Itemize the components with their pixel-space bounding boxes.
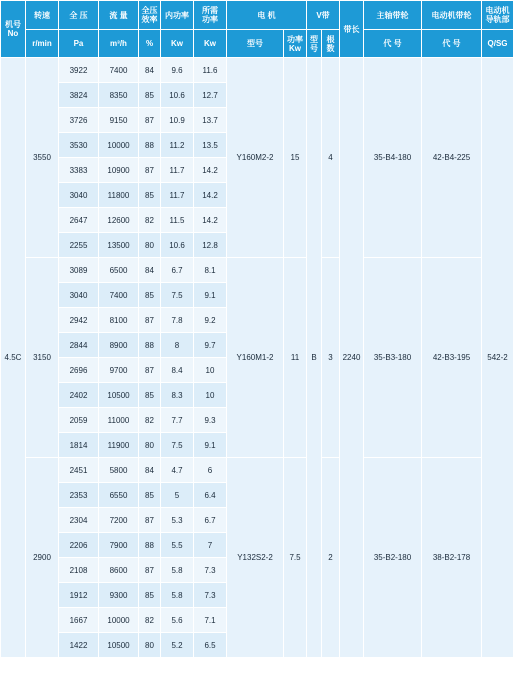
- header-vbelt-count: [322, 30, 340, 58]
- table-row: [1, 58, 513, 83]
- pressure-cell: 1814: [59, 433, 99, 458]
- header-model-no-label: 机号 No: [5, 20, 21, 38]
- header-motor-power-label: 功率 Kw: [287, 34, 303, 53]
- efficiency-cell: 84: [139, 58, 161, 83]
- flow-cell: 8100: [99, 308, 139, 333]
- table-row: [1, 458, 513, 483]
- pressure-cell: 3383: [59, 158, 99, 183]
- flow-cell: 8900: [99, 333, 139, 358]
- main-pulley-cell: 35-B2-180: [364, 458, 422, 658]
- internal-power-cell: 8.4: [161, 358, 194, 383]
- table-body: [1, 58, 513, 658]
- header-belt-length: 带长: [340, 1, 364, 58]
- header-required-power: [194, 1, 227, 30]
- header-model-no: [1, 1, 26, 58]
- required-power-cell: 7.3: [194, 558, 227, 583]
- header-total-pressure: 全 压: [59, 1, 99, 30]
- header-efficiency-label: 全压 效率: [141, 6, 158, 24]
- internal-power-cell: 5.6: [161, 608, 194, 633]
- flow-cell: 10000: [99, 133, 139, 158]
- efficiency-cell: 87: [139, 508, 161, 533]
- required-power-cell: 6: [194, 458, 227, 483]
- vbelt-count-cell: 4: [322, 58, 340, 258]
- header-flow-unit: m³/h: [99, 30, 139, 58]
- header-main-pulley-code: 代 号: [364, 30, 422, 58]
- flow-cell: 6500: [99, 258, 139, 283]
- header-vbelt-type: [307, 30, 322, 58]
- required-power-cell: 9.7: [194, 333, 227, 358]
- pressure-cell: 2304: [59, 508, 99, 533]
- flow-cell: 8350: [99, 83, 139, 108]
- efficiency-cell: 85: [139, 483, 161, 508]
- internal-power-cell: 8.3: [161, 383, 194, 408]
- efficiency-cell: 82: [139, 208, 161, 233]
- pressure-cell: 2108: [59, 558, 99, 583]
- pressure-cell: 1912: [59, 583, 99, 608]
- efficiency-cell: 85: [139, 83, 161, 108]
- efficiency-cell: 87: [139, 558, 161, 583]
- belt-length-cell: 2240: [340, 58, 364, 658]
- efficiency-cell: 85: [139, 283, 161, 308]
- efficiency-cell: 85: [139, 383, 161, 408]
- flow-cell: 7400: [99, 283, 139, 308]
- header-required-power-label: 所需 功率: [202, 6, 218, 24]
- motor-pulley-cell: 42-B3-195: [422, 258, 482, 458]
- header-motor-pulley-code: 代 号: [422, 30, 482, 58]
- flow-cell: 9150: [99, 108, 139, 133]
- required-power-cell: 6.7: [194, 508, 227, 533]
- header-motor-power: [284, 30, 307, 58]
- header-motor-bracket-label: 电动机 导轨部: [485, 6, 510, 24]
- pressure-cell: 3824: [59, 83, 99, 108]
- internal-power-cell: 5: [161, 483, 194, 508]
- required-power-cell: 9.3: [194, 408, 227, 433]
- pressure-cell: 2451: [59, 458, 99, 483]
- speed-cell: 2900: [26, 458, 59, 658]
- efficiency-cell: 84: [139, 458, 161, 483]
- internal-power-cell: 5.2: [161, 633, 194, 658]
- required-power-cell: 14.2: [194, 183, 227, 208]
- flow-cell: 10900: [99, 158, 139, 183]
- motor-power-cell: 15: [284, 58, 307, 258]
- header-efficiency: [139, 1, 161, 30]
- efficiency-cell: 88: [139, 533, 161, 558]
- pressure-cell: 2255: [59, 233, 99, 258]
- internal-power-cell: 11.7: [161, 183, 194, 208]
- pressure-cell: 2402: [59, 383, 99, 408]
- flow-cell: 10000: [99, 608, 139, 633]
- header-speed: 转速: [26, 1, 59, 30]
- pressure-cell: 3040: [59, 183, 99, 208]
- header-vbelt-type-label: 型 号: [310, 34, 319, 53]
- efficiency-cell: 87: [139, 308, 161, 333]
- motor-model-cell: Y160M1-2: [227, 258, 284, 458]
- flow-cell: 9300: [99, 583, 139, 608]
- pressure-cell: 2647: [59, 208, 99, 233]
- header-motor-model: 型号: [227, 30, 284, 58]
- pressure-cell: 3922: [59, 58, 99, 83]
- required-power-cell: 14.2: [194, 158, 227, 183]
- header-motor-bracket: [482, 1, 513, 30]
- efficiency-cell: 82: [139, 408, 161, 433]
- efficiency-cell: 88: [139, 333, 161, 358]
- pressure-cell: 3530: [59, 133, 99, 158]
- internal-power-cell: 7.7: [161, 408, 194, 433]
- motor-model-cell: Y132S2-2: [227, 458, 284, 658]
- internal-power-cell: 11.5: [161, 208, 194, 233]
- pressure-cell: 2353: [59, 483, 99, 508]
- table-header: [1, 1, 513, 58]
- pressure-cell: 2942: [59, 308, 99, 333]
- header-motor-bracket-code: Q/SG: [482, 30, 513, 58]
- required-power-cell: 10: [194, 358, 227, 383]
- main-pulley-cell: 35-B4-180: [364, 58, 422, 258]
- efficiency-cell: 87: [139, 108, 161, 133]
- required-power-cell: 6.4: [194, 483, 227, 508]
- required-power-cell: 10: [194, 383, 227, 408]
- required-power-cell: 9.1: [194, 283, 227, 308]
- required-power-cell: 13.5: [194, 133, 227, 158]
- flow-cell: 10500: [99, 383, 139, 408]
- motor-pulley-cell: 42-B4-225: [422, 58, 482, 258]
- flow-cell: 5800: [99, 458, 139, 483]
- required-power-cell: 14.2: [194, 208, 227, 233]
- flow-cell: 13500: [99, 233, 139, 258]
- required-power-cell: 12.8: [194, 233, 227, 258]
- flow-cell: 11900: [99, 433, 139, 458]
- pressure-cell: 3726: [59, 108, 99, 133]
- motor-power-cell: 7.5: [284, 458, 307, 658]
- internal-power-cell: 11.7: [161, 158, 194, 183]
- internal-power-cell: 10.9: [161, 108, 194, 133]
- internal-power-cell: 11.2: [161, 133, 194, 158]
- speed-cell: 3550: [26, 58, 59, 258]
- required-power-cell: 7: [194, 533, 227, 558]
- vbelt-type-cell: B: [307, 58, 322, 658]
- efficiency-cell: 80: [139, 233, 161, 258]
- header-efficiency-unit: %: [139, 30, 161, 58]
- internal-power-cell: 10.6: [161, 83, 194, 108]
- internal-power-cell: 9.6: [161, 58, 194, 83]
- pressure-cell: 2206: [59, 533, 99, 558]
- pressure-cell: 2059: [59, 408, 99, 433]
- header-speed-unit: r/min: [26, 30, 59, 58]
- internal-power-cell: 4.7: [161, 458, 194, 483]
- internal-power-cell: 5.3: [161, 508, 194, 533]
- efficiency-cell: 88: [139, 133, 161, 158]
- header-required-power-unit: Kw: [194, 30, 227, 58]
- header-internal-power-unit: Kw: [161, 30, 194, 58]
- header-internal-power: 内功率: [161, 1, 194, 30]
- flow-cell: 11000: [99, 408, 139, 433]
- model-no-cell: 4.5C: [1, 58, 26, 658]
- motor-pulley-cell: 38-B2-178: [422, 458, 482, 658]
- required-power-cell: 11.6: [194, 58, 227, 83]
- required-power-cell: 7.1: [194, 608, 227, 633]
- vbelt-count-cell: 3: [322, 258, 340, 458]
- flow-cell: 6550: [99, 483, 139, 508]
- internal-power-cell: 7.5: [161, 283, 194, 308]
- pressure-cell: 2696: [59, 358, 99, 383]
- flow-cell: 12600: [99, 208, 139, 233]
- internal-power-cell: 5.8: [161, 558, 194, 583]
- internal-power-cell: 5.8: [161, 583, 194, 608]
- flow-cell: 10500: [99, 633, 139, 658]
- header-motor-pulley: 电动机带轮: [422, 1, 482, 30]
- flow-cell: 7200: [99, 508, 139, 533]
- efficiency-cell: 85: [139, 183, 161, 208]
- header-motor: 电 机: [227, 1, 307, 30]
- efficiency-cell: 80: [139, 433, 161, 458]
- internal-power-cell: 7.5: [161, 433, 194, 458]
- main-pulley-cell: 35-B3-180: [364, 258, 422, 458]
- required-power-cell: 13.7: [194, 108, 227, 133]
- header-vbelt: V带: [307, 1, 340, 30]
- header-total-pressure-unit: Pa: [59, 30, 99, 58]
- flow-cell: 7900: [99, 533, 139, 558]
- flow-cell: 11800: [99, 183, 139, 208]
- header-flow: 流 量: [99, 1, 139, 30]
- pressure-cell: 1667: [59, 608, 99, 633]
- table-row: [1, 258, 513, 283]
- efficiency-cell: 87: [139, 158, 161, 183]
- required-power-cell: 8.1: [194, 258, 227, 283]
- flow-cell: 7400: [99, 58, 139, 83]
- required-power-cell: 12.7: [194, 83, 227, 108]
- vbelt-count-cell: 2: [322, 458, 340, 658]
- motor-bracket-cell: 542-2: [482, 58, 513, 658]
- pressure-cell: 1422: [59, 633, 99, 658]
- motor-power-cell: 11: [284, 258, 307, 458]
- efficiency-cell: 85: [139, 583, 161, 608]
- header-vbelt-count-label: 根 数: [326, 34, 335, 53]
- internal-power-cell: 7.8: [161, 308, 194, 333]
- required-power-cell: 9.1: [194, 433, 227, 458]
- pressure-cell: 3089: [59, 258, 99, 283]
- efficiency-cell: 82: [139, 608, 161, 633]
- efficiency-cell: 84: [139, 258, 161, 283]
- speed-cell: 3150: [26, 258, 59, 458]
- internal-power-cell: 10.6: [161, 233, 194, 258]
- internal-power-cell: 6.7: [161, 258, 194, 283]
- pressure-cell: 3040: [59, 283, 99, 308]
- flow-cell: 9700: [99, 358, 139, 383]
- header-main-pulley: 主轴带轮: [364, 1, 422, 30]
- internal-power-cell: 8: [161, 333, 194, 358]
- efficiency-cell: 87: [139, 358, 161, 383]
- required-power-cell: 6.5: [194, 633, 227, 658]
- pressure-cell: 2844: [59, 333, 99, 358]
- required-power-cell: 9.2: [194, 308, 227, 333]
- required-power-cell: 7.3: [194, 583, 227, 608]
- motor-model-cell: Y160M2-2: [227, 58, 284, 258]
- internal-power-cell: 5.5: [161, 533, 194, 558]
- flow-cell: 8600: [99, 558, 139, 583]
- efficiency-cell: 80: [139, 633, 161, 658]
